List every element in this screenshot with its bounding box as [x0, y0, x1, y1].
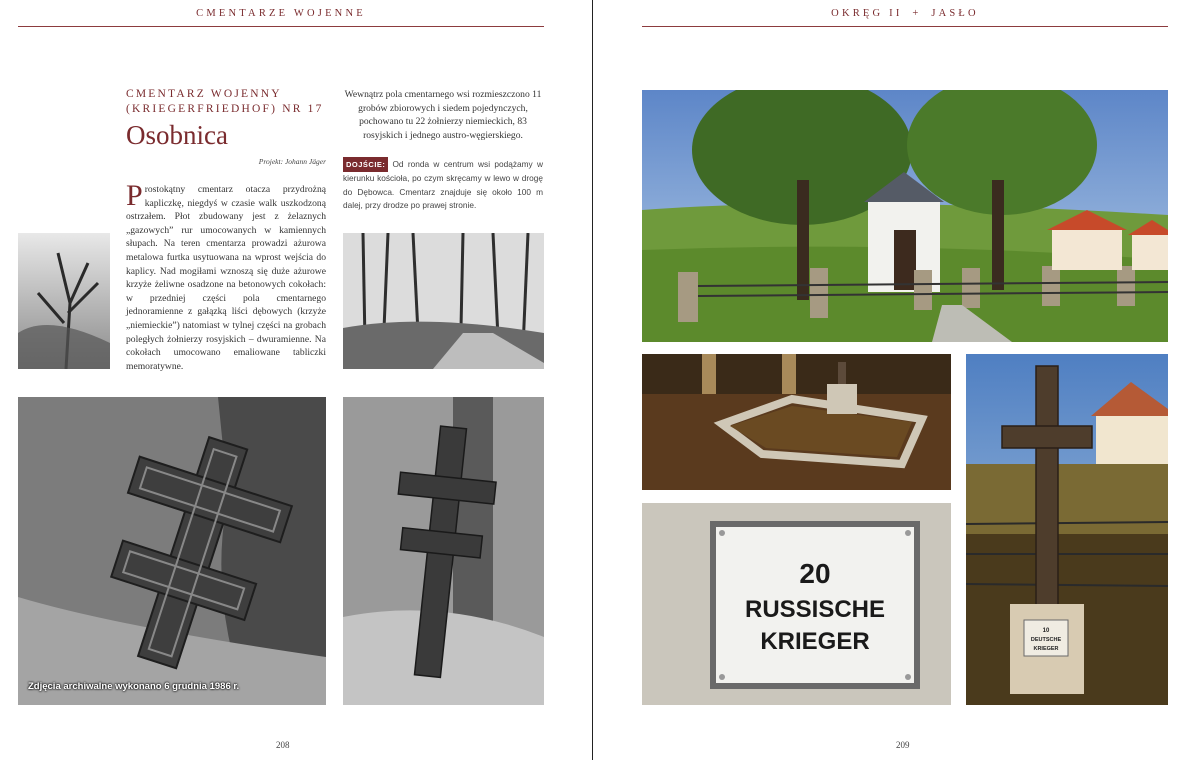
design-credit: Projekt: Johann Jäger [258, 157, 326, 166]
archival-photo-small-left [18, 233, 110, 369]
photo-chapel-cemetery [642, 90, 1168, 342]
small-plaque-line-1: DEUTSCHE [1030, 637, 1062, 643]
running-head-separator: + [912, 8, 922, 19]
kicker-line-1: CMENTARZ WOJENNY [126, 88, 282, 100]
access-directions [343, 157, 543, 213]
archival-photo-forest [343, 233, 544, 369]
page-gutter [592, 0, 593, 760]
photo-tall-cross [966, 354, 1168, 705]
right-column-text: Wewnątrz pola cmentarnego wsi rozmieszczono 11 grobów zbiorowych i siedem pojedynczych, pochowano tu 22 żołnierzy niemieckich, 83 rosyjskich i jednego austro-węgierskiego. [344, 89, 542, 141]
photo-caption: Zdjęcia archiwalne wykonano 6 grudnia 1986 r. [28, 681, 240, 692]
running-head-town: JASŁO [931, 8, 979, 19]
page-number-left: 208 [276, 740, 290, 750]
body-text [126, 179, 326, 373]
small-plaque-number: 10 [1042, 628, 1050, 634]
page-number-right: 209 [896, 740, 910, 750]
access-text: Od ronda w centrum wsi podążamy w kierunku kościoła, po czym skręcamy w lewo w drogę do Dębowca. Cmentarz znajduje się około 100 m dalej, przy drodze po prawej stronie. [343, 159, 543, 211]
running-head-district: OKRĘG II [831, 8, 903, 19]
plaque-number: 20 [799, 558, 831, 589]
header-rule-right [642, 26, 1168, 27]
photo-grave-border [642, 354, 951, 490]
body-paragraph: rostokątny cmentarz otacza przydrożną kapliczkę, niegdyś w czasie walk uszkodzoną ostrzałem. Płot zbudowany jest z żelaznych „gazowych” rur umocowanych w kamiennych słupach. Na teren cmentarza prowadzi ażurowa metalowa furtka usytuowana na wprost wejścia do kaplicy. Nad mogiłami wznoszą się duże ażurowe krzyże żeliwne osadzone na betonowych cokołach: w przedniej części pola cmentarnego jednoramienne z gałązką liści dębowych (krzyże „niemieckie”) natomiast w tylnej części na grobach poległych żołnierzy rosyjskich – dwuramienne. Na cokołach umocowano emaliowane tabliczki memoratywne. [126, 184, 326, 372]
plaque-line-1: RUSSISCHE [744, 596, 886, 623]
running-head-left: CMENTARZE WOJENNE [196, 8, 366, 19]
access-tag: DOJŚCIE: [343, 157, 388, 172]
archival-photo-cross-tree [343, 397, 544, 705]
page-title: Osobnica [126, 120, 228, 150]
photo-plaque-russische-krieger [642, 503, 951, 705]
kicker-line-2: (KRIEGERFRIEDHOF) NR 17 [126, 103, 324, 115]
running-head-right [642, 8, 1168, 19]
small-plaque-line-2: KRIEGER [1033, 646, 1059, 652]
article-kicker [126, 87, 326, 117]
archival-photo-double-cross [18, 397, 326, 705]
drop-cap: P [126, 179, 143, 212]
plaque-line-2: KRIEGER [760, 628, 870, 655]
header-rule-left [18, 26, 544, 27]
